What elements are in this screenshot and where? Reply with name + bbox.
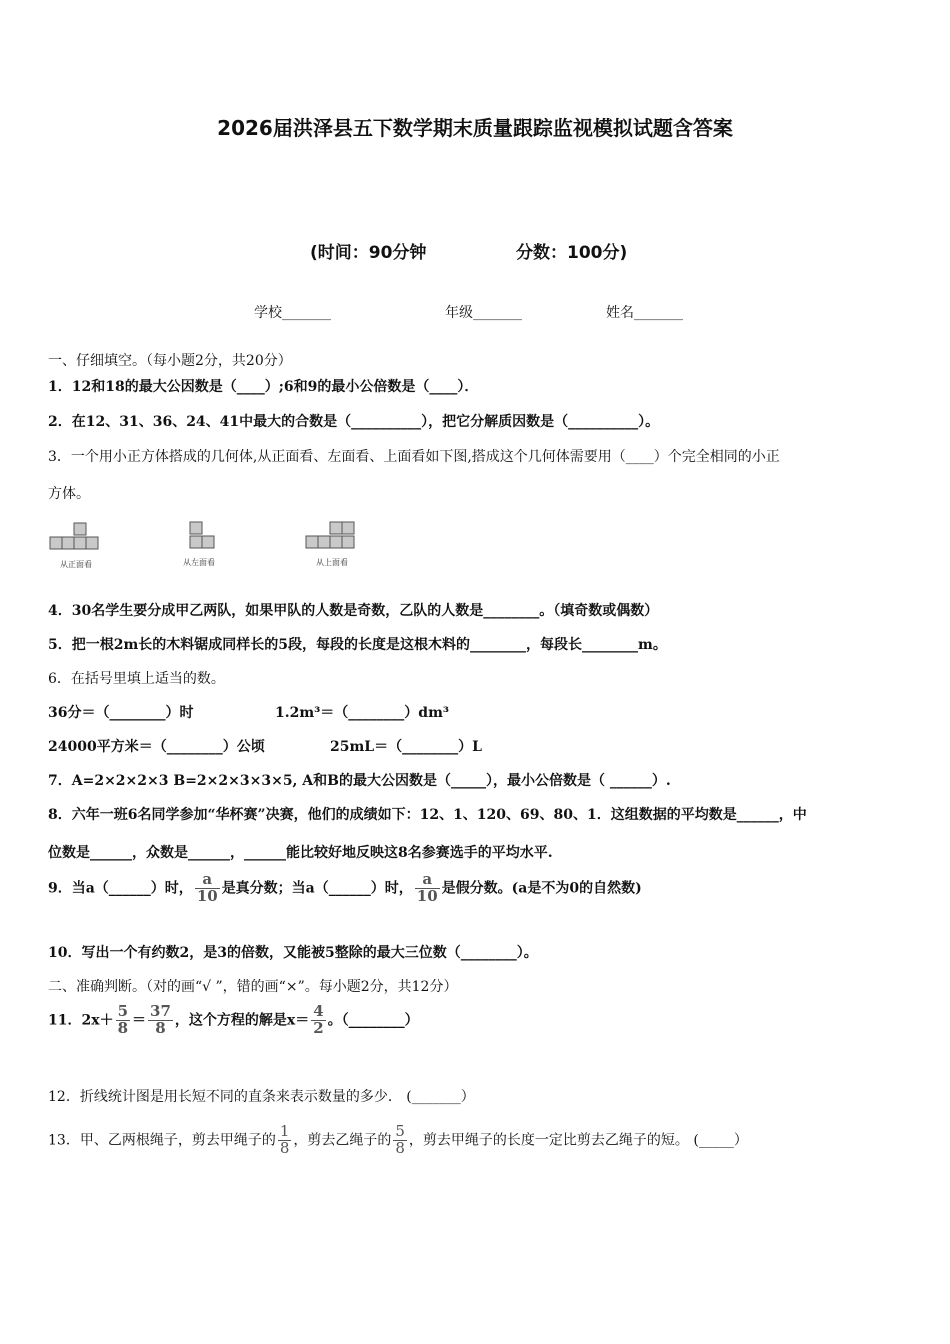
fraction-denominator: 8 [395, 1138, 405, 1157]
question-7: 7．A=2×2×2×3 B=2×2×3×3×5, A和B的最大公因数是（_____），最小公倍数是（ ______）. [48, 773, 671, 789]
fraction-denominator: 10 [196, 886, 218, 905]
fraction-1-over-8 [278, 1124, 292, 1157]
fraction-a-over-10 [415, 872, 440, 905]
question-11-part-1: 11．2x＋ [48, 1012, 114, 1029]
school-field: 学校_______ [254, 305, 331, 321]
question-12: 12．折线统计图是用长短不同的直条来表示数量的多少． (_______） [48, 1089, 475, 1105]
question-13-part-1: 13．甲、乙两根绳子，剪去甲绳子的 [48, 1132, 276, 1149]
top-view-drawing [304, 518, 360, 554]
question-8-line-1: 8．六年一班6名同学参加“华杯赛”决赛，他们的成绩如下：12、1、120、69、80、1．这组数据的平均数是______，中 [48, 807, 807, 823]
question-10: 10．写出一个有约数2，是3的倍数，又能被5整除的最大三位数（________）。 [48, 945, 538, 961]
section-1-heading: 一、仔细填空。（每小题2分，共20分） [48, 353, 292, 369]
name-field: 姓名_______ [606, 305, 683, 321]
grade-field: 年级_______ [445, 305, 522, 321]
front-view-caption: 从正面看 [60, 560, 92, 569]
question-6b: 1.2m³＝（________）dm³ [275, 705, 450, 721]
question-6a: 36分＝（________）时 [48, 705, 194, 721]
question-13-part-3: ，剪去甲绳子的长度一定比剪去乙绳子的短。 (_____） [408, 1132, 748, 1149]
top-view [304, 518, 360, 568]
question-9-part-3: 是假分数。(a是不为0的自然数) [441, 880, 642, 897]
fraction-4-over-2 [311, 1004, 325, 1037]
top-view-caption: 从上面看 [316, 558, 348, 567]
fraction-5-over-8 [393, 1124, 407, 1157]
left-view-drawing [186, 518, 216, 554]
question-11-part-4: 。（________） [327, 1012, 419, 1029]
fraction-5-over-8 [116, 1004, 130, 1037]
section-2-heading: 二、准确判断。（对的画“√ ”，错的画“×”。每小题2分，共12分） [48, 979, 458, 995]
question-8-line-2: 位数是______，众数是______，______能比较好地反映这8名参赛选手的平均水平. [48, 845, 553, 861]
left-view-caption: 从左面看 [183, 558, 215, 567]
fraction-denominator: 8 [148, 1020, 173, 1037]
question-3-line-2: 方体。 [48, 486, 90, 502]
fraction-denominator: 8 [279, 1138, 290, 1157]
front-view-drawing [48, 522, 104, 556]
question-6: 6．在括号里填上适当的数。 [48, 671, 225, 687]
question-9-part-1: 9．当a（______）时， [48, 880, 193, 897]
fraction-numerator: 5 [395, 1122, 405, 1140]
question-1: 1．12和18的最大公因数是（____）;6和9的最小公倍数是（____）． [48, 379, 479, 395]
question-9 [48, 872, 642, 905]
page-title: 2026届洪泽县五下数学期末质量跟踪监视模拟试题含答案 [217, 116, 733, 140]
fraction-denominator: 2 [313, 1018, 324, 1037]
exam-time: (时间：90分钟 [310, 243, 427, 263]
fraction-numerator: 37 [150, 1002, 171, 1020]
fraction-denominator: 8 [117, 1018, 129, 1037]
question-11 [48, 1004, 419, 1037]
question-6c: 24000平方米＝（________）公顷 [48, 739, 265, 755]
question-9-part-2: 是真分数；当a（______）时， [221, 880, 413, 897]
fraction-numerator: a [422, 870, 433, 888]
fraction-numerator: 5 [117, 1002, 129, 1020]
question-13-part-2: ，剪去乙绳子的 [293, 1132, 392, 1149]
question-11-part-2: ＝ [132, 1012, 147, 1029]
fraction-denominator: 10 [416, 886, 438, 905]
fraction-37-over-8 [148, 1004, 173, 1037]
question-2: 2．在12、31、36、24、41中最大的合数是（__________），把它分解质因数是（__________）。 [48, 414, 660, 430]
question-5: 5．把一根2m长的木料锯成同样长的5段，每段的长度是这根木料的________，每段长________m。 [48, 637, 667, 653]
question-3-line-1: 3．一个用小正方体搭成的几何体,从正面看、左面看、上面看如下图,搭成这个几何体需要用（____）个完全相同的小正 [48, 449, 780, 465]
fraction-numerator: a [202, 870, 213, 888]
left-view [183, 518, 216, 568]
question-13 [48, 1124, 748, 1157]
question-6d: 25mL＝（________）L [330, 739, 482, 755]
question-11-part-3: ，这个方程的解是x＝ [174, 1012, 310, 1029]
fraction-a-over-10 [195, 872, 220, 905]
front-view [48, 522, 104, 570]
fraction-numerator: 1 [279, 1122, 290, 1140]
fraction-numerator: 4 [313, 1002, 324, 1020]
question-4: 4．30名学生要分成甲乙两队，如果甲队的人数是奇数，乙队的人数是________。（填奇数或偶数） [48, 603, 659, 619]
exam-score: 分数：100分) [516, 243, 628, 263]
